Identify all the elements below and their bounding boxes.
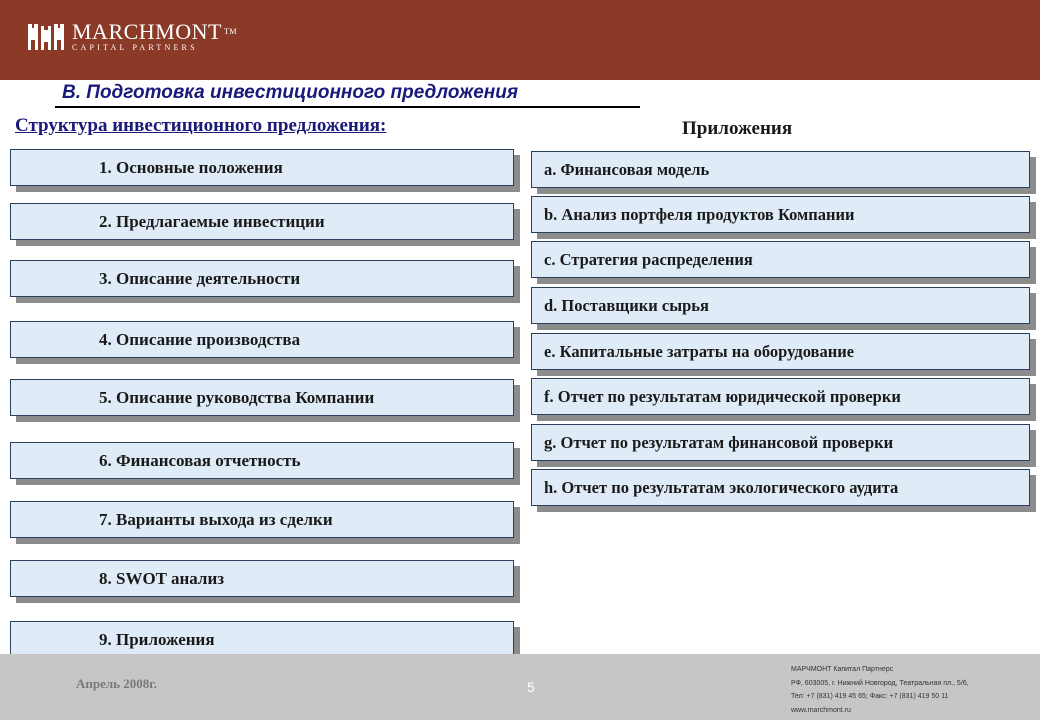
structure-item: 1. Основные положения xyxy=(10,149,514,186)
trademark-mark: TM xyxy=(223,27,237,36)
structure-item: 9. Приложения xyxy=(10,621,514,658)
annex-item: g. Отчет по результатам финансовой проверки xyxy=(531,424,1030,461)
section-title: B. Подготовка инвестиционного предложения xyxy=(62,82,519,103)
contact-company: МАРЧМОНТ Капитал Партнерс xyxy=(791,666,894,673)
brand-name: MARCHMONT xyxy=(72,19,222,44)
contact-address: РФ, 603005, г. Нижний Новгород, Театральная пл., 5/6, xyxy=(791,679,969,687)
annex-item: c. Стратегия распределения xyxy=(531,241,1030,278)
page-number: 5 xyxy=(527,679,535,695)
contact-block xyxy=(791,663,969,717)
structure-heading: Структура инвестиционного предложения: xyxy=(15,115,387,136)
annex-item: b. Анализ портфеля продуктов Компании xyxy=(531,196,1030,233)
castle-icon xyxy=(26,20,66,54)
brand-subtitle: CAPITAL PARTNERS xyxy=(72,43,198,52)
annex-item: h. Отчет по результатам экологического аудита xyxy=(531,469,1030,506)
structure-item: 5. Описание руководства Компании xyxy=(10,379,514,416)
structure-item: 2. Предлагаемые инвестиции xyxy=(10,203,514,240)
annex-item: e. Капитальные затраты на оборудование xyxy=(531,333,1030,370)
annex-item: a. Финансовая модель xyxy=(531,151,1030,188)
footer-date: Апрель 2008г. xyxy=(76,676,157,691)
structure-item: 8. SWOT анализ xyxy=(10,560,514,597)
contact-website: www.marchmont.ru xyxy=(791,706,851,714)
annex-item: d. Поставщики сырья xyxy=(531,287,1030,324)
annex-item: f. Отчет по результатам юридической проверки xyxy=(531,378,1030,415)
structure-item: 7. Варианты выхода из сделки xyxy=(10,501,514,538)
structure-item: 6. Финансовая отчетность xyxy=(10,442,514,479)
header-banner xyxy=(0,0,1040,80)
contact-phones: Тел: +7 (831) 419 45 65; Факс: +7 (831) 419 50 11 xyxy=(791,693,949,700)
annexes-heading: Приложения xyxy=(682,118,793,139)
brand-logo xyxy=(26,20,237,54)
structure-item: 4. Описание производства xyxy=(10,321,514,358)
structure-item: 3. Описание деятельности xyxy=(10,260,514,297)
title-divider xyxy=(55,106,640,108)
